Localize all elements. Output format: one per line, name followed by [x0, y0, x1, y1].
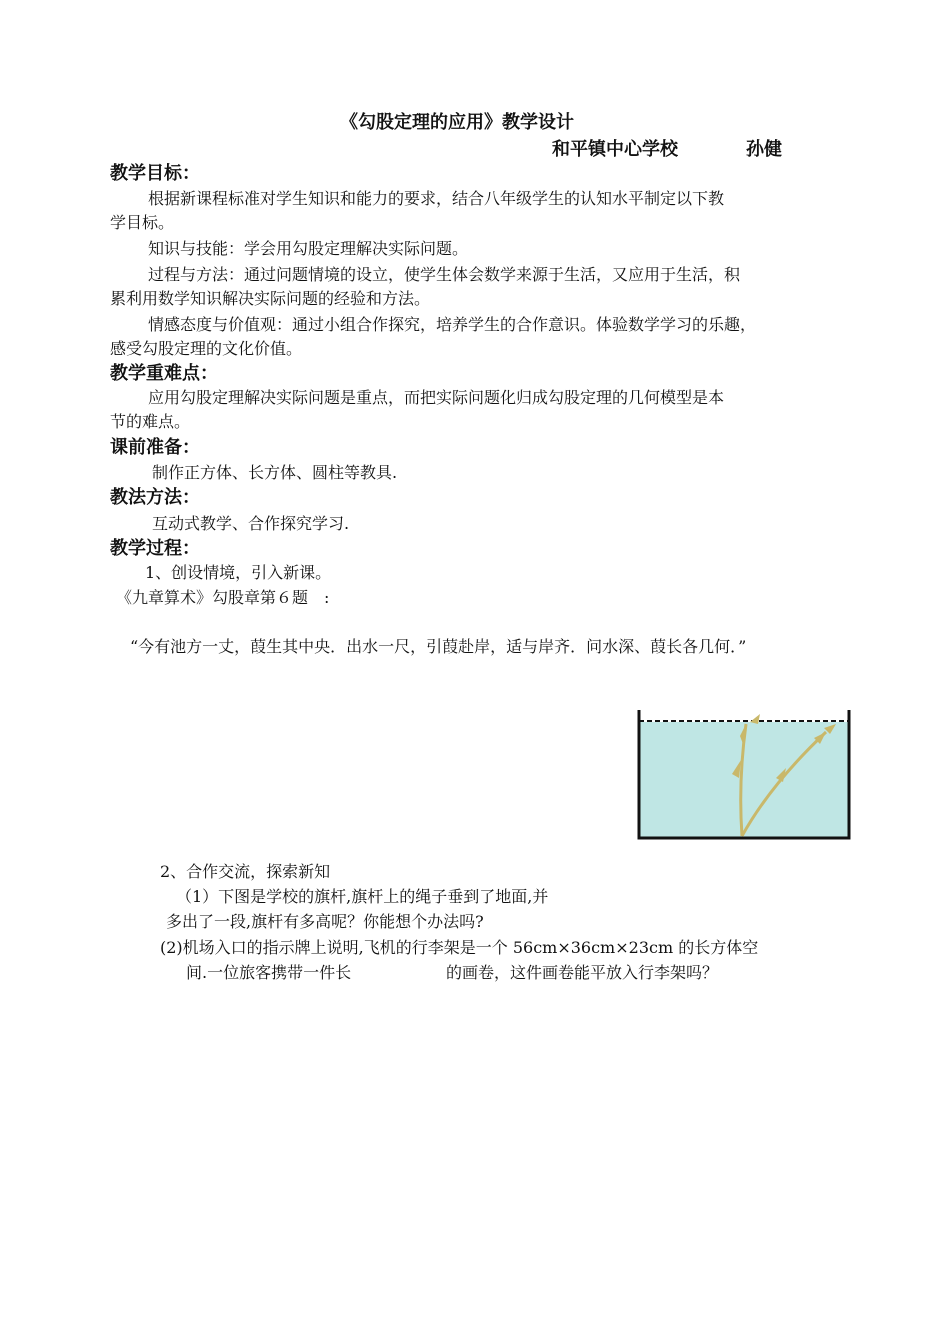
- question2-text: 间.一位旅客携带一件长: [186, 963, 352, 982]
- process-goal: 过程与方法：通过问题情境的设立，使学生体会数学来源于生活，又应用于生活，积: [148, 265, 741, 284]
- difficulty-heading: 教学重难点：: [110, 363, 218, 384]
- preparation-text: 制作正方体、长方体、圆柱等教具.: [152, 463, 398, 482]
- step1-text: 1、创设情境，引入新课。: [145, 563, 332, 582]
- source-text: 《九章算术》勾股章第６题 :: [116, 588, 330, 607]
- question2-text: 的画卷，这件画卷能平放入行李架吗？: [446, 963, 719, 982]
- methods-heading: 教法方法：: [110, 487, 200, 508]
- goals-heading: 教学目标：: [110, 163, 200, 184]
- methods-text: 互动式教学、合作探究学习.: [152, 514, 350, 533]
- problem-quote: “今有池方一丈，葭生其中央．出水一尺，引葭赴岸，适与岸齐．问水深、葭长各几何．”: [130, 637, 747, 656]
- knowledge-goal: 知识与技能：学会用勾股定理解决实际问题。: [148, 239, 469, 258]
- preparation-heading: 课前准备：: [110, 437, 200, 458]
- question2-text: (2)机场入口的指示牌上说明,飞机的行李架是一个 56cm×36cm×23cm 的长方体空: [160, 938, 759, 957]
- document-title: 《勾股定理的应用》教学设计: [340, 112, 574, 133]
- goals-text: 根据新课程标准对学生知识和能力的要求，结合八年级学生的认知水平制定以下教: [148, 189, 725, 208]
- difficulty-text: 应用勾股定理解决实际问题是重点，而把实际问题化归成勾股定理的几何模型是本: [148, 388, 725, 407]
- question1-text: 多出了一段,旗杆有多高呢？你能想个办法吗?: [166, 912, 484, 931]
- author-name: 孙健: [746, 139, 782, 160]
- process-goal: 累利用数学知识解决实际问题的经验和方法。: [110, 289, 431, 308]
- step2-text: 2、合作交流，探索新知: [160, 862, 331, 881]
- difficulty-text: 节的难点。: [110, 412, 191, 431]
- school-name: 和平镇中心学校: [552, 139, 678, 160]
- emotion-goal: 感受勾股定理的文化价值。: [110, 339, 303, 358]
- goals-text: 学目标。: [110, 213, 175, 232]
- process-heading: 教学过程：: [110, 538, 200, 559]
- reed-pond-diagram: [636, 708, 854, 840]
- question1-text: （1）下图是学校的旗杆,旗杆上的绳子垂到了地面,并: [176, 887, 549, 906]
- emotion-goal: 情感态度与价值观：通过小组合作探究，培养学生的合作意识。体验数学学习的乐趣，: [148, 315, 757, 334]
